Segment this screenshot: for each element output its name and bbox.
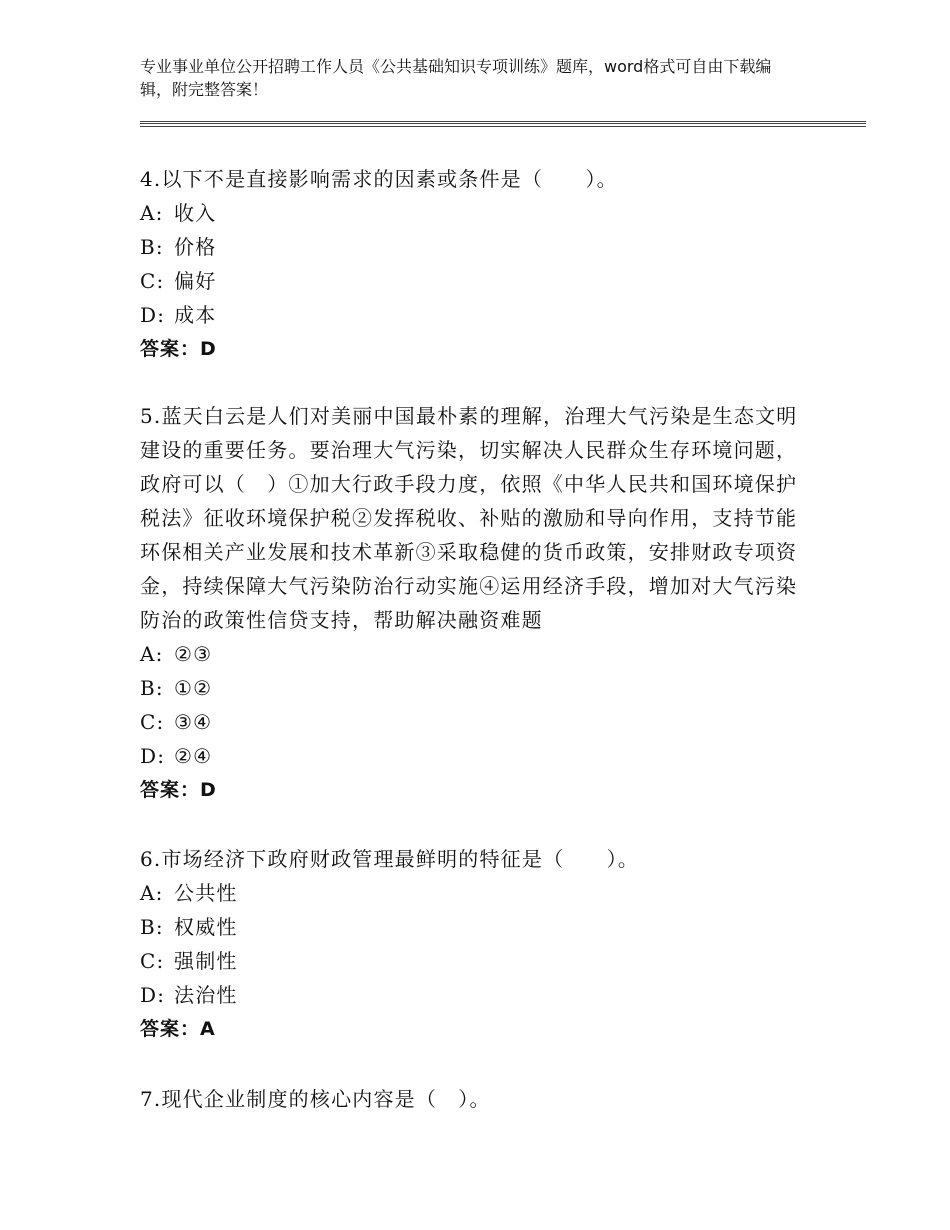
option-text: ①② xyxy=(174,676,213,700)
answer-label: 答案：D xyxy=(140,779,217,801)
question-stem: 5.蓝天白云是人们对美丽中国最朴素的理解，治理大气污染是生态文明建设的重要任务。要治理大气污染，切实解决人民群众生存环境问题，政府可以（ ）①加大行政手段力度，依照《中华人民共和国环境保护税法》征收环境保护税②发挥税收、补贴的激励和导向作用，支持节能环保相关产业发展和技术革新③采取稳健的货币政策，安排财政专项资金，持续保障大气污染防治行动实施④运用经济手段，增加对大气污染防治的政策性信贷支持，帮助解决融资难题 xyxy=(140,404,798,632)
option-text: ②③ xyxy=(174,642,213,666)
question-4 xyxy=(140,162,800,366)
option-text: ③④ xyxy=(174,710,213,734)
option-c xyxy=(140,705,800,739)
option-c xyxy=(140,264,800,298)
option-letter: B: xyxy=(140,676,164,700)
option-d xyxy=(140,739,800,773)
option-text: 价格 xyxy=(174,235,217,259)
option-a xyxy=(140,637,800,671)
answer-label: 答案：D xyxy=(140,338,217,360)
option-letter: A: xyxy=(140,642,164,666)
option-b xyxy=(140,910,800,944)
option-letter: A: xyxy=(140,201,164,225)
option-text: 收入 xyxy=(174,201,217,225)
answer-label: 答案：A xyxy=(140,1018,216,1040)
option-letter: C: xyxy=(140,269,165,293)
option-letter: D: xyxy=(140,303,166,327)
question-stem: 7.现代企业制度的核心内容是（ ）。 xyxy=(140,1087,491,1111)
option-text: 强制性 xyxy=(174,949,238,973)
option-letter: D: xyxy=(140,983,166,1007)
header-divider xyxy=(140,121,866,127)
option-b xyxy=(140,230,800,264)
document-header: 专业事业单位公开招聘工作人员《公共基础知识专项训练》题库，word格式可自由下载编辑，附完整答案！ xyxy=(140,57,772,99)
option-letter: C: xyxy=(140,949,165,973)
question-5 xyxy=(140,399,800,807)
option-text: 公共性 xyxy=(174,881,238,905)
option-c xyxy=(140,944,800,978)
option-text: 偏好 xyxy=(174,269,217,293)
question-stem: 6.市场经济下政府财政管理最鲜明的特征是（ ）。 xyxy=(140,847,640,871)
question-6 xyxy=(140,842,800,1046)
option-letter: B: xyxy=(140,915,164,939)
option-letter: D: xyxy=(140,744,166,768)
option-text: ②④ xyxy=(174,744,213,768)
option-letter: B: xyxy=(140,235,164,259)
question-stem: 4.以下不是直接影响需求的因素或条件是（ ）。 xyxy=(140,167,618,191)
option-a xyxy=(140,196,800,230)
option-text: 成本 xyxy=(174,303,217,327)
option-text: 法治性 xyxy=(174,983,238,1007)
option-letter: C: xyxy=(140,710,165,734)
option-b xyxy=(140,671,800,705)
option-d xyxy=(140,978,800,1012)
question-7 xyxy=(140,1082,800,1116)
option-d xyxy=(140,298,800,332)
option-a xyxy=(140,876,800,910)
option-text: 权威性 xyxy=(174,915,238,939)
option-letter: A: xyxy=(140,881,164,905)
